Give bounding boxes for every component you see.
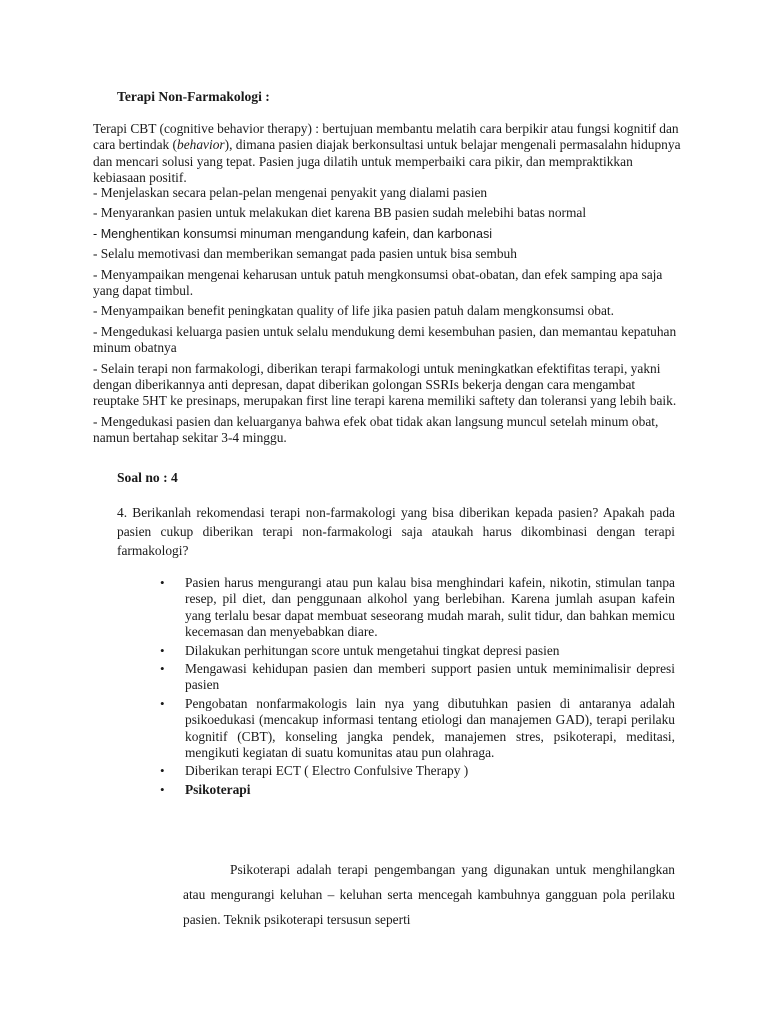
dash-item: - Selalu memotivasi dan memberikan semangat pada pasien untuk bisa sembuh: [93, 246, 517, 262]
heading-terapi-non-farmakologi: Terapi Non-Farmakologi :: [117, 89, 270, 104]
bullet-icon: •: [160, 575, 165, 590]
heading-soal-no-4: Soal no : 4: [117, 470, 178, 485]
list-item: • Dilakukan perhitungan score untuk mengetahui tingkat depresi pasien: [160, 642, 560, 658]
bullet-icon: •: [160, 695, 165, 711]
dash-list: [93, 185, 683, 447]
list-item: • Pasien harus mengurangi atau pun kalau bisa menghindari kafein, nikotin, stimulan tanpa resep, pil diet, dan penggunaan alkohol yang berlebihan. Karena jumlah asupan kafein yang terlalu besar dapat membuat seseorang mudah marah, sulit tidur, dan bahkan memicu kecemasan dan menyebabkan diare.: [160, 575, 675, 640]
dash-item: - Menjelaskan secara pelan-pelan mengenai penyakit yang dialami pasien: [93, 185, 488, 200]
list-item: • Diberikan terapi ECT ( Electro Confulsive Therapy ): [160, 763, 469, 779]
bullet-icon: •: [160, 642, 165, 658]
psikoterapi-paragraph: Psikoterapi adalah terapi pengembangan yang digunakan untuk menghilangkan atau mengurangi keluhan – keluhan serta mencegah kambuhnya gangguan pola perilaku pasien. Teknik psikoterapi tersusun seperti: [183, 862, 675, 927]
dash-item: - Mengedukasi keluarga pasien untuk selalu mendukung demi kesembuhan pasien, dan memantau kepatuhan minum obatnya: [93, 323, 677, 356]
list-item: • Mengawasi kehidupan pasien dan memberi support pasien untuk meminimalisir depresi pasien: [160, 661, 675, 693]
bullet-icon: •: [160, 781, 165, 797]
dash-item: - Mengedukasi pasien dan keluarganya bahwa efek obat tidak akan langsung muncul setelah minum obat, namun bertahap sekitar 3-4 minggu.: [93, 413, 659, 446]
italic-behavior: behavior: [177, 137, 225, 153]
list-item: • Psikoterapi: [160, 781, 251, 797]
dash-item: - Menyarankan pasien untuk melakukan diet karena BB pasien sudah melebihi batas normal: [93, 205, 587, 221]
dash-item: - Menyampaikan mengenai keharusan untuk patuh mengkonsumsi obat-obatan, dan efek samping apa saja yang dapat timbul.: [93, 266, 663, 299]
question-paragraph: 4. Berikanlah rekomendasi terapi non-farmakologi yang bisa diberikan kepada pasien? Apakah pada pasien cukup diberikan terapi non-farmakologi saja ataukah harus dikombinasi dengan terapi farmakologi?: [117, 505, 675, 558]
dash-item: - Menyampaikan benefit peningkatan quality of life jika pasien patuh dalam mengkonsumsi obat.: [93, 303, 614, 319]
bullet-icon: •: [160, 763, 165, 779]
dash-item: - Selain terapi non farmakologi, diberikan terapi farmakologi untuk meningkatkan efektifitas terapi, yakni dengan diberikannya anti depresan, dapat diberikan golongan SSRIs bekerja dengan cara mengambat reuptake 5HT ke presinaps, merupakan first line terapi karena memiliki saftety dan toleransi yang lebih baik.: [93, 360, 677, 409]
dash-item: - Menghentikan konsumsi minuman mengandung kafein, dan karbonasi: [93, 226, 493, 241]
bullet-icon: •: [160, 661, 165, 677]
recommendation-list: [160, 575, 675, 798]
intro-paragraph: Terapi CBT (cognitive behavior therapy) : bertujuan membantu melatih cara berpikir atau fungsi kognitif dan cara bertindak (behavior), dimana pasien diajak berkonsultasi untuk belajar mengenali permasalahn hidupnya dan mencari solusi yang tepat. Pasien juga dilatih untuk memperbaiki cara pikir, dan mempraktikkan kebiasaan positif.: [93, 121, 681, 186]
list-item: • Pengobatan nonfarmakologis lain nya yang dibutuhkan pasien di antaranya adalah psikoedukasi (mencakup informasi tentang etiologi dan manajemen GAD), terapi perilaku kognitif (CBT), konseling jangka pendek, manajemen stres, psikoterapi, meditasi, mengikuti kegiatan di suatu komunitas atau pun olahraga.: [160, 695, 675, 761]
